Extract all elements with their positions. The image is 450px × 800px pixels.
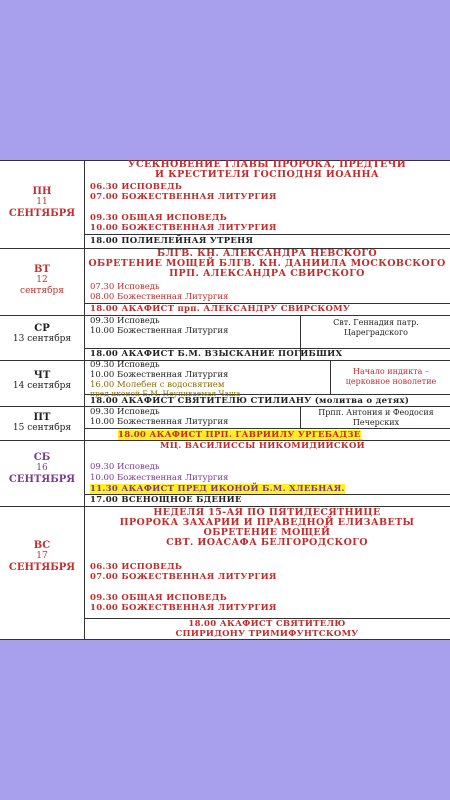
feast-title: НЕДЕЛЯ 15-АЯ ПО ПЯТИДЕСЯТНИЦЕ [153,507,381,518]
day-number: 12 [36,275,48,285]
service-line: 09.30 ОБЩАЯ ИСПОВЕДЬ [90,213,228,223]
day-monday [0,186,84,219]
service-line: 07.00 БОЖЕСТВЕННАЯ ЛИТУРГИЯ [90,192,277,202]
service-line [118,430,361,440]
feast-title: ОБРЕТЕНИЕ МОЩЕЙ БЛГВ. КН. ДАНИИЛА МОСКОВСКОГО [88,258,446,269]
service-line: 09.30 Исповедь [90,316,160,326]
row-divider [0,360,450,361]
service-line: 16.00 Молебен с водосвятием [90,380,225,390]
feast-title: УСЕКНОВЕНИЕ ГЛАВЫ ПРОРОКА, ПРЕДТЕЧИ [127,159,407,170]
saint-note: Цареградского [344,328,408,337]
service-line: 10.00 Божественная Литургия [90,370,229,380]
feast-title: ПРП. АЛЕКСАНДРА СВИРСКОГО [169,268,365,279]
saint-note: Свт. Геннадия патр. [333,318,419,327]
day-thursday [0,370,84,392]
row-divider [0,406,450,407]
feast-title: ОБРЕТЕНИЕ МОЩЕЙ [203,527,331,538]
day-sunday [0,540,84,573]
day-name: ЧТ [33,370,51,381]
note-divider [300,406,301,428]
schedule-sheet [0,160,450,640]
service-line: 07.30 Исповедь [90,282,160,292]
service-line: 08.00 Божественная Литургия [90,292,229,302]
day-tuesday [0,264,84,297]
day-number: 15 сентября [12,423,72,433]
day-number: 11 [36,197,48,207]
day-wednesday [0,323,84,345]
saint-note: Печерских [352,418,400,427]
day-name: СБ [33,452,51,463]
highlighted-akathist: 18.00 АКАФИСТ ПРП. ГАВРИИЛУ УРГЕБАДЗЕ [118,430,361,440]
day-month: СЕНТЯБРЯ [8,562,76,573]
row-divider [0,639,450,640]
service-line: 10.00 Божественная Литургия [90,417,229,427]
service-line: 17.00 ВСЕНОЩНОЕ БДЕНИЕ [90,495,242,505]
saint-note: Прпп. Антония и Феодосия [318,408,434,417]
feast-title: ПРОРОКА ЗАХАРИИ И ПРАВЕДНОЙ ЕЛИЗАВЕТЫ [119,517,415,528]
day-name: ВС [33,540,51,551]
service-line: МЦ. ВАСИЛИССЫ НИКОМИДИЙСКОЙ [160,441,365,451]
service-line: СПИРИДОНУ ТРИМИФУНТСКОМУ [175,629,359,639]
service-line: 18.00 АКАФИСТ Б.М. ВЗЫСКАНИЕ ПОГИБШИХ [90,349,343,359]
service-line: 07.00 БОЖЕСТВЕННАЯ ЛИТУРГИЯ [90,572,277,582]
feast-title: СВТ. ИОАСАФА БЕЛГОРОДСКОГО [166,537,368,548]
service-line: 09.30 Исповедь [90,462,160,472]
day-month: СЕНТЯБРЯ [8,208,76,219]
day-name: ВТ [34,264,50,275]
inner-divider [84,234,450,235]
day-month: сентября [20,286,64,296]
day-friday [0,412,84,434]
service-line: 09.30 Исповедь [90,407,160,417]
day-number: 17 [36,551,48,561]
service-line: 06.30 ИСПОВЕДЬ [90,562,183,572]
day-name: ПТ [33,412,51,423]
service-line: 18.00 ПОЛИЕЛЕЙНАЯ УТРЕНЯ [90,236,254,246]
service-line: 10.00 Божественная Литургия [90,473,229,483]
service-line [90,484,345,494]
day-name: ПН [32,186,52,197]
highlighted-akathist: 11.30 АКАФИСТ ПРЕД ИКОНОЙ Б.М. ХЛЕБНАЯ. [90,484,345,494]
service-line: 18.00 АКАФИСТ СВЯТИТЕЛЮ [188,619,346,629]
saint-note: Начало индикта – [353,367,429,376]
service-line: 09.30 Исповедь [90,360,160,370]
day-number: 16 [36,463,48,473]
feast-title: И КРЕСТИТЕЛЯ ГОСПОДНЯ ИОАННА [155,169,379,180]
saint-note: церковное новолетие [345,377,437,386]
day-number: 14 сентября [12,381,72,391]
service-line: 18.00 АКАФИСТ прп. АЛЕКСАНДРУ СВИРСКОМУ [90,304,351,314]
inner-divider [84,428,450,429]
note-divider [330,360,331,394]
day-number: 13 сентября [12,334,72,344]
column-divider [84,160,85,640]
service-line: 10.00 БОЖЕСТВЕННАЯ ЛИТУРГИЯ [90,603,277,613]
row-divider [0,315,450,316]
service-line: 06.30 ИСПОВЕДЬ [90,182,183,192]
service-line: 10.00 БОЖЕСТВЕННАЯ ЛИТУРГИЯ [90,223,277,233]
service-line: пред иконой Б.М. Неупиваемая Чаша [90,389,241,398]
service-line: 18.00 АКАФИСТ СВЯТИТЕЛЮ СТИЛИАНУ (молитва о детях) [90,396,410,406]
day-month: СЕНТЯБРЯ [8,474,76,485]
service-line: 09.30 ОБЩАЯ ИСПОВЕДЬ [90,593,228,603]
feast-title: БЛГВ. КН. АЛЕКСАНДРА НЕВСКОГО [156,248,378,259]
day-name: СР [34,323,50,334]
service-line: 10.00 Божественная Литургия [90,326,229,336]
day-saturday [0,452,84,485]
